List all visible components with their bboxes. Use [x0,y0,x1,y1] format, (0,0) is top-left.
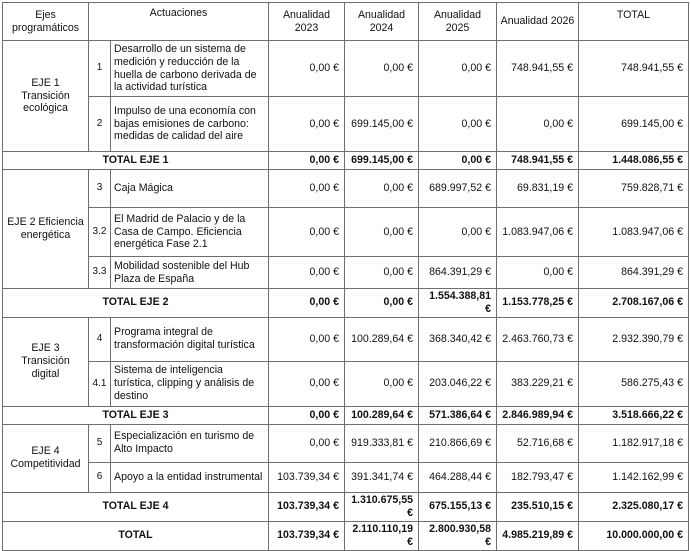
action-description: Mobilidad sostenible del Hub Plaza de España [111,257,269,289]
action-description: Especialización en turismo de Alto Impacto [111,424,269,462]
amount-y2024: 100.289,64 € [345,317,419,361]
action-row [3,170,689,208]
amount-y2025: 210.866,69 € [419,424,497,462]
header-2026: Anualidad 2026 [497,3,579,41]
amount-y2026: 1.083.947,06 € [497,208,579,257]
amount-y2025: 368.340,42 € [419,317,497,361]
header-actions: Actuaciones [89,3,269,41]
grand-total-y2024: 2.110.110,19 € [345,521,419,550]
action-number: 4 [89,317,111,361]
amount-y2026: 182.793,47 € [497,462,579,492]
header-axes: Ejes programáticos [3,3,89,41]
subtotal-total: 3.518.666,22 € [579,406,689,424]
amount-y2024: 0,00 € [345,170,419,208]
amount-y2023: 0,00 € [269,170,345,208]
action-row [3,41,689,97]
amount-y2024: 0,00 € [345,361,419,406]
amount-y2025: 0,00 € [419,41,497,97]
amount-y2024: 391.341,74 € [345,462,419,492]
amount-total: 1.142.162,99 € [579,462,689,492]
subtotal-label: TOTAL EJE 3 [3,406,269,424]
subtotal-label: TOTAL EJE 1 [3,152,269,170]
subtotal-total: 2.325.080,17 € [579,492,689,521]
action-row [3,361,689,406]
amount-total: 759.828,71 € [579,170,689,208]
amount-y2023: 0,00 € [269,424,345,462]
amount-y2025: 689.997,52 € [419,170,497,208]
action-description: Impulso de una economía con bajas emisiones de carbono: medidas de calidad del aire [111,97,269,152]
subtotal-y2025: 675.155,13 € [419,492,497,521]
amount-y2025: 464.288,44 € [419,462,497,492]
axis-name: EJE 3 Transición digital [3,317,89,406]
subtotal-y2026: 1.153.778,25 € [497,289,579,318]
action-row [3,257,689,289]
grand-total-total: 10.000.000,00 € [579,521,689,550]
subtotal-y2023: 103.739,34 € [269,492,345,521]
amount-y2025: 203.046,22 € [419,361,497,406]
header-2025: Anualidad 2025 [419,3,497,41]
amount-y2023: 0,00 € [269,208,345,257]
action-row [3,424,689,462]
subtotal-y2023: 0,00 € [269,406,345,424]
amount-total: 748.941,55 € [579,41,689,97]
action-description: Caja Mágica [111,170,269,208]
subtotal-y2025: 571.386,64 € [419,406,497,424]
action-number: 6 [89,462,111,492]
amount-y2025: 864.391,29 € [419,257,497,289]
subtotal-row [3,406,689,424]
budget-table [2,2,689,551]
action-number: 3.3 [89,257,111,289]
axis-name: EJE 4 Competitividad [3,424,89,492]
subtotal-y2026: 2.846.989,94 € [497,406,579,424]
amount-total: 2.932.390,79 € [579,317,689,361]
action-number: 2 [89,97,111,152]
subtotal-y2024: 100.289,64 € [345,406,419,424]
axis-name: EJE 2 Eficiencia energética [3,170,89,289]
subtotal-y2024: 1.310.675,55 € [345,492,419,521]
subtotal-y2026: 235.510,15 € [497,492,579,521]
subtotal-row [3,152,689,170]
action-description: Programa integral de transformación digital turística [111,317,269,361]
subtotal-y2025: 1.554.388,81 € [419,289,497,318]
subtotal-label: TOTAL EJE 2 [3,289,269,318]
amount-y2026: 69.831,19 € [497,170,579,208]
grand-total-row [3,521,689,550]
subtotal-y2024: 0,00 € [345,289,419,318]
subtotal-total: 1.448.086,55 € [579,152,689,170]
subtotal-y2025: 0,00 € [419,152,497,170]
subtotal-y2023: 0,00 € [269,289,345,318]
action-description: Sistema de inteligencia turística, clipping y análisis de destino [111,361,269,406]
subtotal-row [3,492,689,521]
axis-name: EJE 1 Transición ecológica [3,41,89,152]
amount-y2023: 0,00 € [269,317,345,361]
subtotal-y2023: 0,00 € [269,152,345,170]
action-description: Desarrollo de un sistema de medición y reducción de la huella de carbono derivada de la actividad turística [111,41,269,97]
amount-y2026: 748.941,55 € [497,41,579,97]
amount-y2026: 383.229,21 € [497,361,579,406]
amount-y2023: 0,00 € [269,97,345,152]
amount-y2026: 52.716,68 € [497,424,579,462]
amount-y2024: 919.333,81 € [345,424,419,462]
amount-total: 586.275,43 € [579,361,689,406]
action-description: Apoyo a la entidad instrumental [111,462,269,492]
header-2024: Anualidad 2024 [345,3,419,41]
action-row [3,462,689,492]
action-row [3,317,689,361]
action-number: 5 [89,424,111,462]
amount-y2023: 0,00 € [269,361,345,406]
subtotal-y2024: 699.145,00 € [345,152,419,170]
header-2023: Anualidad 2023 [269,3,345,41]
action-number: 3.2 [89,208,111,257]
action-number: 4.1 [89,361,111,406]
action-row [3,208,689,257]
grand-total-y2026: 4.985.219,89 € [497,521,579,550]
action-description: El Madrid de Palacio y de la Casa de Campo. Eficiencia energética Fase 2.1 [111,208,269,257]
header-row [3,3,689,41]
subtotal-total: 2.708.167,06 € [579,289,689,318]
amount-total: 1.083.947,06 € [579,208,689,257]
amount-y2024: 0,00 € [345,41,419,97]
subtotal-y2026: 748.941,55 € [497,152,579,170]
amount-total: 699.145,00 € [579,97,689,152]
action-row [3,97,689,152]
amount-y2026: 0,00 € [497,257,579,289]
amount-y2023: 0,00 € [269,257,345,289]
amount-y2025: 0,00 € [419,208,497,257]
subtotal-label: TOTAL EJE 4 [3,492,269,521]
amount-y2026: 0,00 € [497,97,579,152]
amount-y2025: 0,00 € [419,97,497,152]
amount-total: 864.391,29 € [579,257,689,289]
action-number: 3 [89,170,111,208]
grand-total-y2023: 103.739,34 € [269,521,345,550]
action-number: 1 [89,41,111,97]
header-total: TOTAL [579,3,689,41]
amount-y2024: 0,00 € [345,257,419,289]
subtotal-row [3,289,689,318]
amount-y2023: 0,00 € [269,41,345,97]
amount-y2026: 2.463.760,73 € [497,317,579,361]
amount-y2023: 103.739,34 € [269,462,345,492]
amount-total: 1.182.917,18 € [579,424,689,462]
amount-y2024: 0,00 € [345,208,419,257]
grand-total-label: TOTAL [3,521,269,550]
grand-total-y2025: 2.800.930,58 € [419,521,497,550]
amount-y2024: 699.145,00 € [345,97,419,152]
